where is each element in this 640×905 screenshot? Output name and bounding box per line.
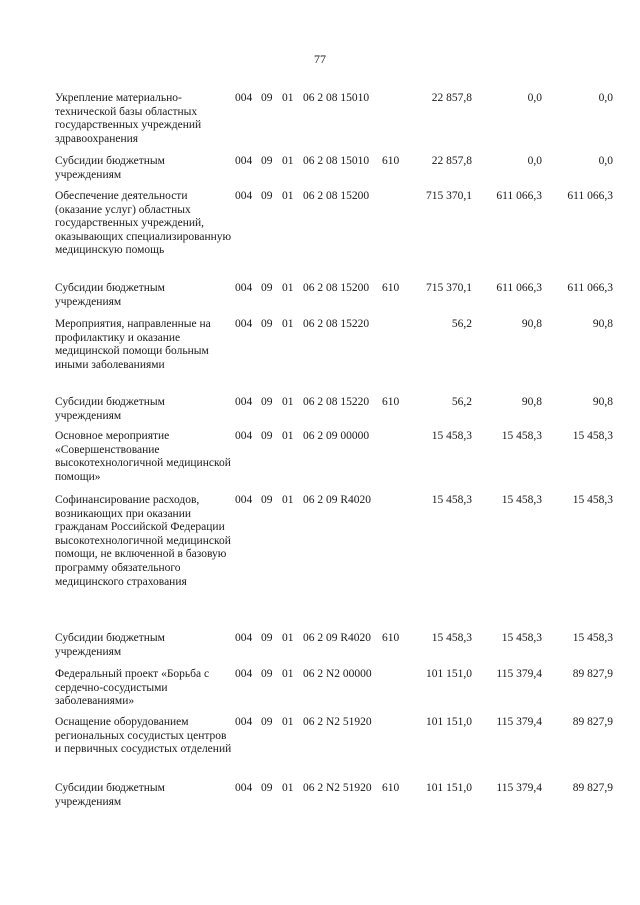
row-name: Мероприятия, направленные на профилактику и оказание медицинской помощи больным иными заболеваниями — [55, 318, 211, 371]
row-name: Субсидии бюджетным учреждениям — [55, 632, 165, 658]
row-value-1: 715 370,1 — [426, 190, 472, 202]
row-rz: 09 — [261, 782, 273, 794]
row-name: Субсидии бюджетным учреждениям — [55, 396, 165, 422]
row-rz: 09 — [261, 396, 273, 408]
row-ved: 004 — [235, 716, 253, 728]
row-rz: 09 — [261, 430, 273, 442]
row-value-2: 15 458,3 — [501, 430, 542, 442]
row-cs: 06 2 08 15010 — [303, 155, 370, 167]
row-pr: 01 — [282, 190, 294, 202]
row-cs: 06 2 N2 51920 — [303, 782, 372, 794]
row-value-1: 22 857,8 — [431, 155, 472, 167]
row-rz: 09 — [261, 716, 273, 728]
row-value-3: 0,0 — [598, 155, 613, 167]
row-value-3: 90,8 — [592, 318, 613, 330]
row-ved: 004 — [235, 190, 253, 202]
row-ved: 004 — [235, 318, 253, 330]
row-cs: 06 2 08 15220 — [303, 318, 370, 330]
row-ved: 004 — [235, 282, 253, 294]
row-value-1: 15 458,3 — [431, 632, 472, 644]
row-pr: 01 — [282, 716, 294, 728]
row-value-3: 90,8 — [592, 396, 613, 408]
row-pr: 01 — [282, 92, 294, 104]
row-name: Софинансирование расходов, возникающих при оказании гражданам Российской Федерации высокотехнологичной медицинской помощи, не включенной в базовую программу обязательного медицинского страхования — [55, 494, 231, 588]
row-ved: 004 — [235, 494, 253, 506]
row-pr: 01 — [282, 632, 294, 644]
row-ved: 004 — [235, 92, 253, 104]
row-value-2: 90,8 — [521, 318, 542, 330]
row-rz: 09 — [261, 155, 273, 167]
row-vr: 610 — [382, 282, 400, 294]
row-value-3: 15 458,3 — [572, 494, 613, 506]
row-pr: 01 — [282, 782, 294, 794]
row-cs: 06 2 09 R4020 — [303, 494, 372, 506]
row-ved: 004 — [235, 430, 253, 442]
row-pr: 01 — [282, 318, 294, 330]
row-name: Основное мероприятие «Совершенствование высокотехнологичной медицинской помощи» — [55, 430, 231, 483]
row-ved: 004 — [235, 155, 253, 167]
row-vr: 610 — [382, 782, 400, 794]
row-rz: 09 — [261, 92, 273, 104]
row-value-3: 15 458,3 — [572, 632, 613, 644]
row-value-1: 15 458,3 — [431, 494, 472, 506]
row-ved: 004 — [235, 632, 253, 644]
row-value-3: 611 066,3 — [567, 282, 613, 294]
row-rz: 09 — [261, 282, 273, 294]
row-cs: 06 2 09 R4020 — [303, 632, 372, 644]
row-name: Оснащение оборудованием региональных сосудистых центров и первичных сосудистых отделений — [55, 716, 232, 756]
row-cs: 06 2 09 00000 — [303, 430, 370, 442]
row-name: Субсидии бюджетным учреждениям — [55, 155, 165, 181]
row-pr: 01 — [282, 430, 294, 442]
row-value-2: 15 458,3 — [501, 494, 542, 506]
row-vr: 610 — [382, 155, 400, 167]
row-rz: 09 — [261, 494, 273, 506]
row-value-1: 56,2 — [451, 318, 472, 330]
row-value-1: 101 151,0 — [426, 668, 472, 680]
row-rz: 09 — [261, 190, 273, 202]
row-value-3: 0,0 — [598, 92, 613, 104]
row-name: Субсидии бюджетным учреждениям — [55, 282, 165, 308]
row-rz: 09 — [261, 318, 273, 330]
row-rz: 09 — [261, 632, 273, 644]
row-value-3: 611 066,3 — [567, 190, 613, 202]
row-value-2: 611 066,3 — [496, 190, 542, 202]
row-value-1: 22 857,8 — [431, 92, 472, 104]
row-value-2: 0,0 — [527, 92, 542, 104]
row-value-1: 101 151,0 — [426, 782, 472, 794]
row-ved: 004 — [235, 668, 253, 680]
page-number: 77 — [314, 52, 326, 66]
row-cs: 06 2 08 15200 — [303, 190, 370, 202]
row-cs: 06 2 N2 00000 — [303, 668, 372, 680]
row-value-1: 56,2 — [451, 396, 472, 408]
row-cs: 06 2 N2 51920 — [303, 716, 372, 728]
row-value-3: 89 827,9 — [572, 782, 613, 794]
row-ved: 004 — [235, 396, 253, 408]
row-value-1: 15 458,3 — [431, 430, 472, 442]
row-value-2: 611 066,3 — [496, 282, 542, 294]
row-name: Укрепление материально-технической базы областных государственных учреждений здравоохранения — [55, 92, 202, 145]
row-value-2: 0,0 — [527, 155, 542, 167]
row-value-3: 89 827,9 — [572, 716, 613, 728]
row-value-2: 15 458,3 — [501, 632, 542, 644]
row-cs: 06 2 08 15200 — [303, 282, 370, 294]
row-vr: 610 — [382, 632, 400, 644]
row-cs: 06 2 08 15220 — [303, 396, 370, 408]
row-pr: 01 — [282, 282, 294, 294]
row-name: Обеспечение деятельности (оказание услуг) областных государственных учреждений, оказывающих специализированную медицинскую помощь — [55, 190, 232, 257]
row-pr: 01 — [282, 396, 294, 408]
row-rz: 09 — [261, 668, 273, 680]
row-value-1: 715 370,1 — [426, 282, 472, 294]
row-value-2: 115 379,4 — [496, 668, 542, 680]
row-pr: 01 — [282, 155, 294, 167]
row-vr: 610 — [382, 396, 400, 408]
row-value-2: 90,8 — [521, 396, 542, 408]
row-name: Федеральный проект «Борьба с сердечно-сосудистыми заболеваниями» — [55, 668, 210, 708]
row-cs: 06 2 08 15010 — [303, 92, 370, 104]
row-value-2: 115 379,4 — [496, 716, 542, 728]
row-value-1: 101 151,0 — [426, 716, 472, 728]
row-value-3: 15 458,3 — [572, 430, 613, 442]
row-ved: 004 — [235, 782, 253, 794]
row-value-3: 89 827,9 — [572, 668, 613, 680]
row-pr: 01 — [282, 668, 294, 680]
row-pr: 01 — [282, 494, 294, 506]
row-value-2: 115 379,4 — [496, 782, 542, 794]
row-name: Субсидии бюджетным учреждениям — [55, 782, 165, 808]
